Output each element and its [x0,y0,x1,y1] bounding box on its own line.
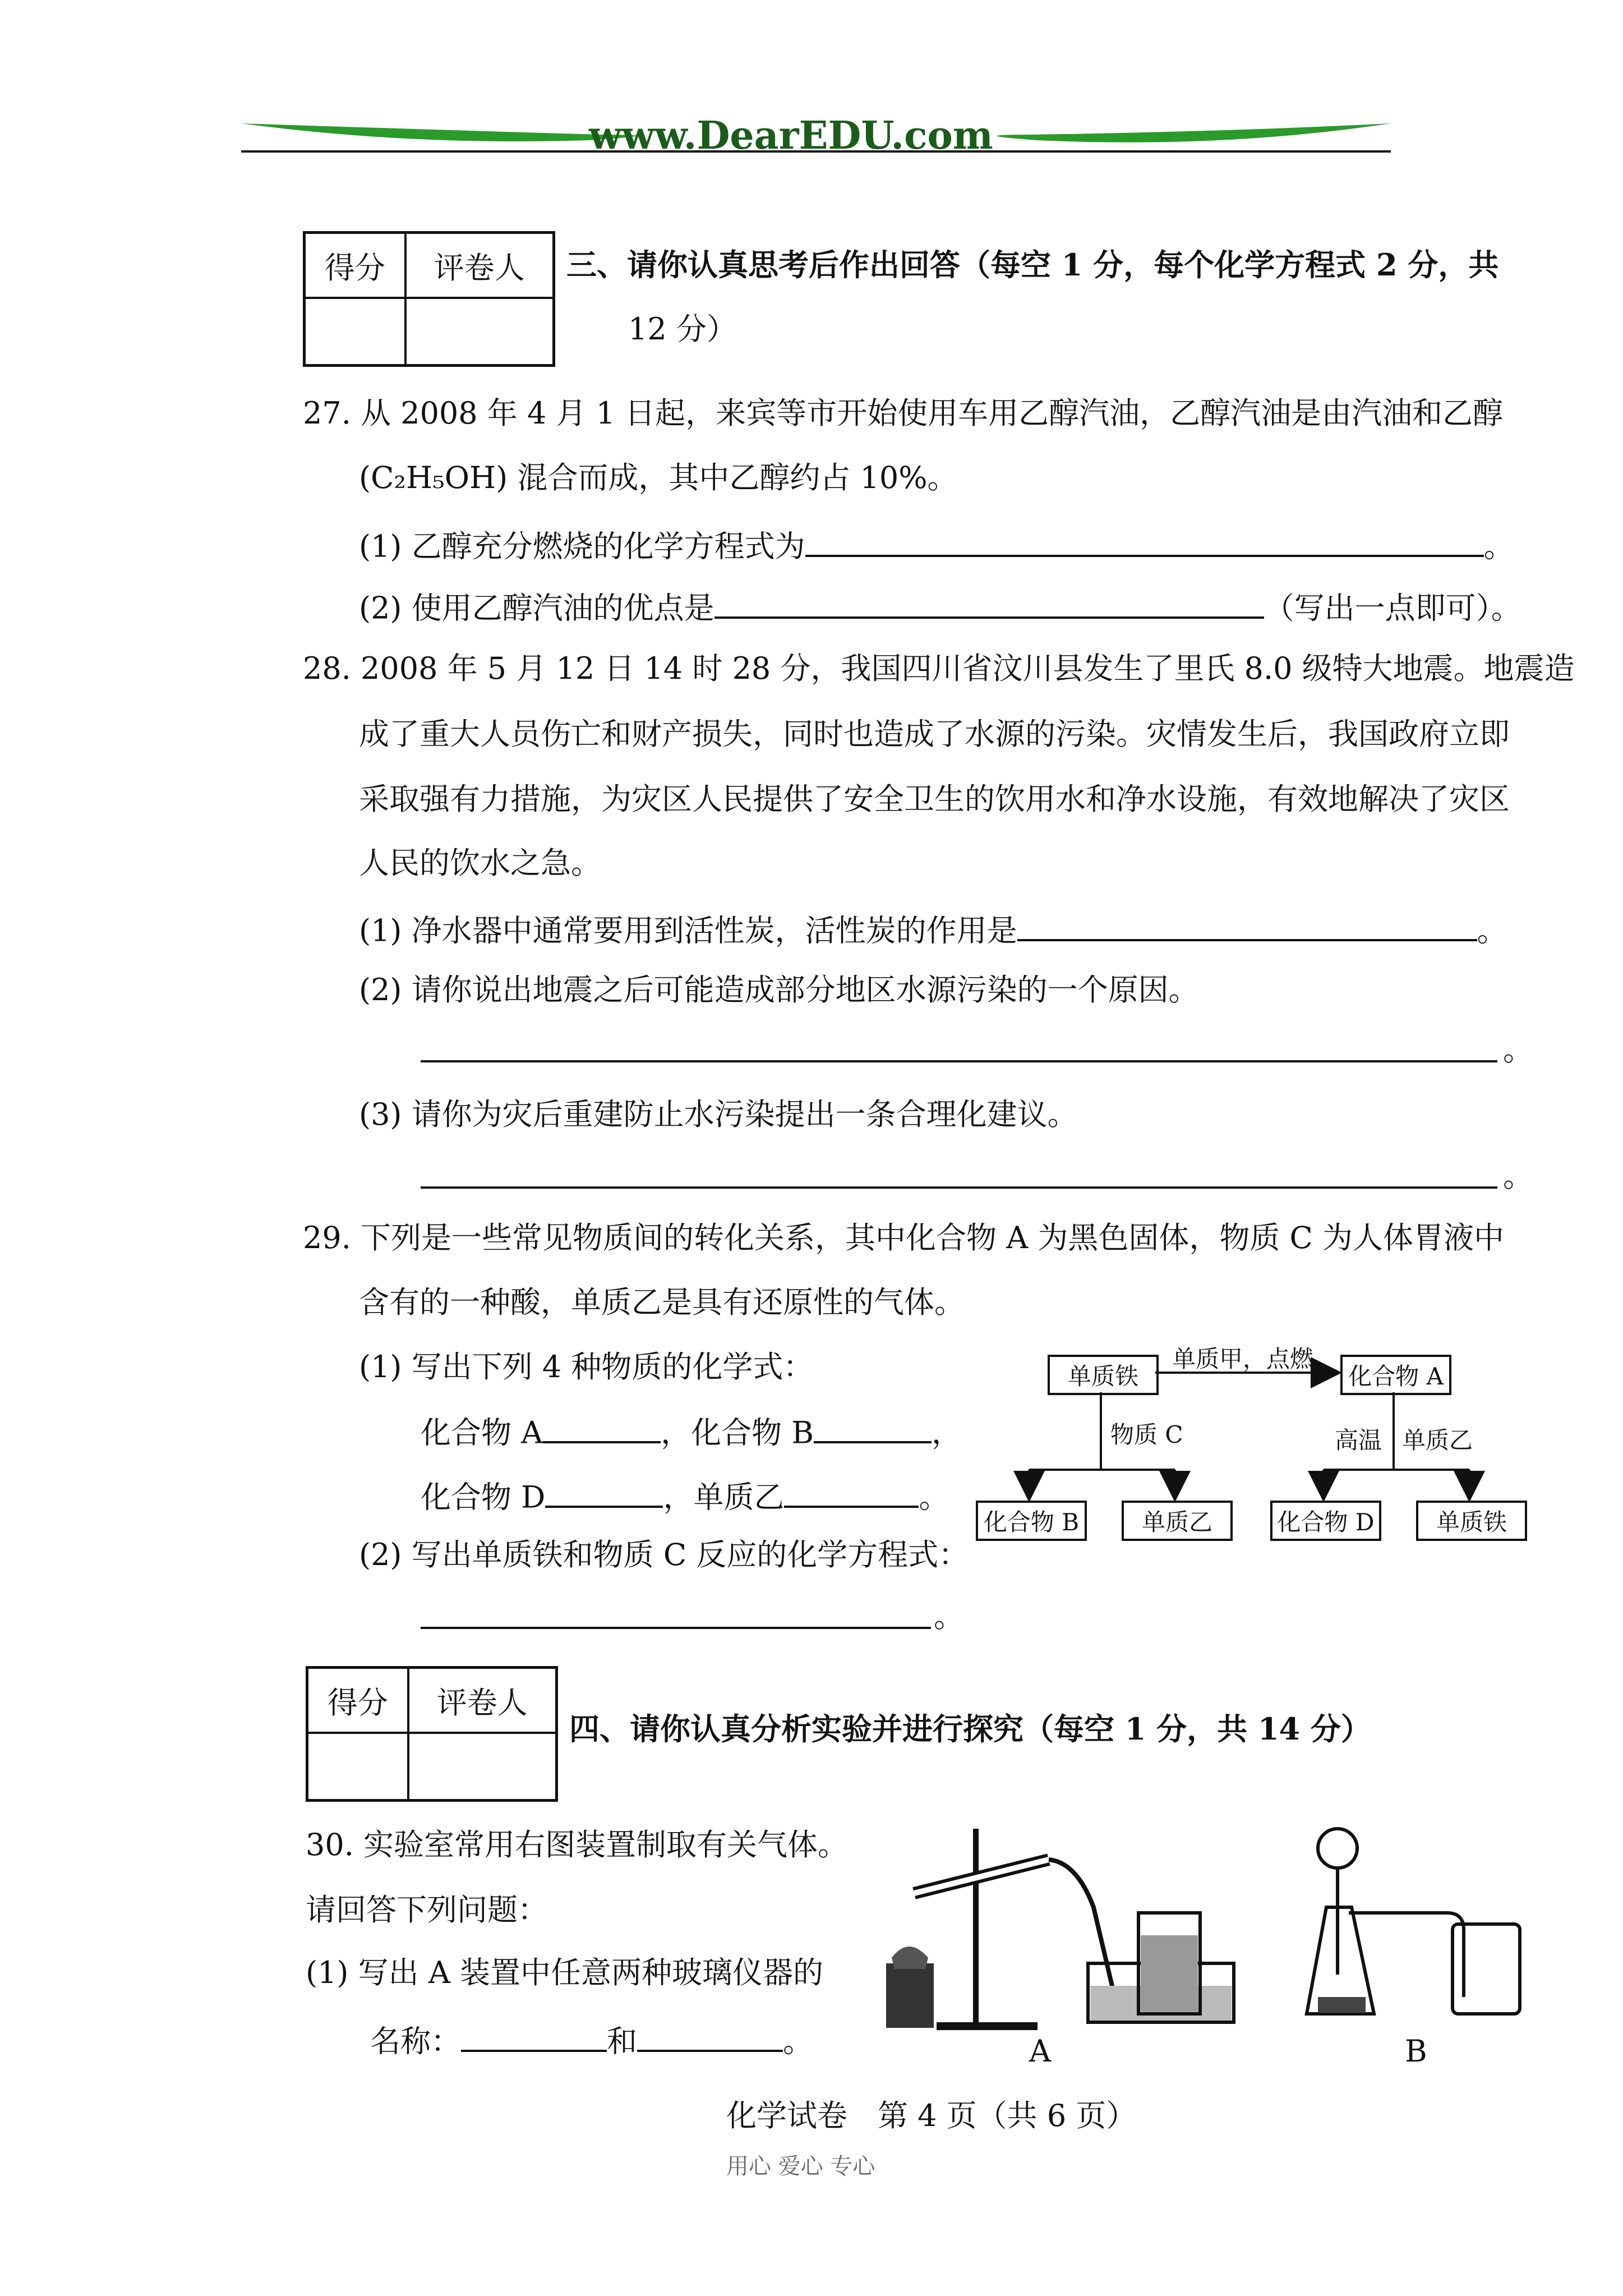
q30-line1: 30. 实验室常用右图装置制取有关气体。 [306,1827,849,1862]
q29-compound-d-label: 化合物 D [421,1479,546,1515]
q27-part2 [359,589,1521,624]
diagram-compound-d: 化合物 D [1270,1501,1381,1541]
q28-part1 [359,912,1507,949]
grader-label: 评卷人 [407,234,552,299]
apparatus-b-icon [1295,1823,1531,2036]
q30-blank-1[interactable] [461,2022,607,2052]
section3-title: 三、请你认真思考后作出回答（每空 1 分，每个化学方程式 2 分，共 [566,247,1499,283]
diagram-high-temp-label: 高温 [1335,1427,1382,1454]
q29-compound-b-label: ，化合物 B [661,1415,814,1451]
q27-part1-text: (1) 乙醇充分燃烧的化学方程式为 [359,528,805,564]
score-table-section3 [303,231,555,367]
grader-label: 评卷人 [409,1669,555,1734]
q28-line3: 采取强有力措施，为灾区人民提供了安全卫生的饮用水和净水设施，有效地解决了灾区 [359,781,1510,817]
q29-line2: 含有的一种酸，单质乙是具有还原性的气体。 [359,1285,965,1320]
score-cell [308,1734,409,1799]
q29-line1: 29. 下列是一些常见物质间的转化关系，其中化合物 A 为黑色固体，物质 C 为人体胃液中 [303,1220,1505,1255]
diagram-compound-b: 化合物 B [976,1501,1087,1541]
score-cell [306,299,407,364]
q28-part1-end: 。 [1477,913,1507,949]
q28-part2-end: 。 [1503,1032,1533,1068]
diagram-substance-c-label: 物质 C [1110,1421,1183,1448]
q30-and: 和 [607,2023,637,2059]
q29-compound-d-blank[interactable] [545,1478,663,1508]
score-table-section4 [306,1666,558,1802]
q30-part1-cont [370,2022,813,2057]
q30-period: 。 [783,2023,813,2059]
footer-slogan: 用心 爱心 专心 [726,2154,875,2179]
q27-part1 [359,527,1514,562]
q28-part3: (3) 请你为灾后重建防止水污染提出一条合理化建议。 [359,1097,1078,1132]
score-label: 得分 [306,234,407,299]
score-label: 得分 [308,1669,409,1734]
q28-line2: 成了重大人员伤亡和财产损失，同时也造成了水源的污染。灾情发生后，我国政府立即 [359,716,1510,752]
q29-part1: (1) 写出下列 4 种物质的化学式： [359,1349,814,1384]
apparatus-b-label: B [1405,2033,1427,2069]
q28-part2-blank[interactable] [421,1060,1497,1062]
q29-row-ab [421,1414,962,1451]
logo-text: www.DearEDU.com [589,113,993,158]
grader-cell [409,1734,555,1799]
q28-line1: 28. 2008 年 5 月 12 日 14 时 28 分，我国四川省汶川县发生了里氏 8.0 级特大地震。地震造 [303,651,1575,686]
q28-part1-text: (1) 净水器中通常要用到活性炭，活性炭的作用是 [359,913,1017,949]
q28-part2: (2) 请你说出地震之后可能造成部分地区水源污染的一个原因。 [359,972,1199,1007]
q29-part2-blank[interactable] [421,1627,931,1629]
section3-title-cont: 12 分） [628,311,737,347]
apparatus-a-label: A [1029,2033,1051,2069]
q29-element-b-label: ，单质乙 [663,1479,785,1515]
footer-page-info: 化学试卷 第 4 页（共 6 页） [726,2098,1137,2133]
diagram-arrow-top-label: 单质甲，点燃 [1172,1345,1314,1373]
q28-line4: 人民的饮水之急。 [359,845,601,881]
grader-cell [407,299,552,364]
diagram-iron-top: 单质铁 [1048,1355,1159,1395]
diagram-element-b: 单质乙 [1122,1501,1233,1541]
q28-part3-end: 。 [1503,1158,1533,1194]
q29-compound-a-label: 化合物 A [421,1415,543,1451]
q29-period: 。 [919,1479,949,1515]
q27-part1-end: 。 [1483,528,1514,564]
diagram-arrows-icon [970,1341,1531,1548]
q29-row-d [421,1478,949,1513]
q29-part2: (2) 写出单质铁和物质 C 反应的化学方程式： [359,1537,969,1572]
q29-reaction-diagram [970,1341,1531,1548]
diagram-element-b-arrow-label: 单质乙 [1402,1427,1473,1454]
q27-part1-blank[interactable] [805,527,1484,557]
q27-line1: 27. 从 2008 年 4 月 1 日起，来宾等市开始使用车用乙醇汽油，乙醇汽油是由汽油和乙醇 [303,395,1504,431]
header-logo [241,101,1391,168]
q29-part2-end: 。 [934,1599,964,1634]
q29-compound-b-blank[interactable] [814,1414,932,1443]
q27-part2-end: （写出一点即可）。 [1264,590,1521,626]
q27-part2-text: (2) 使用乙醇汽油的优点是 [359,590,714,626]
q30-part1: (1) 写出 A 装置中任意两种玻璃仪器的 [306,1955,823,1990]
q30-line2: 请回答下列问题： [306,1892,548,1927]
section4-title: 四、请你认真分析实验并进行探究（每空 1 分，共 14 分） [569,1711,1371,1747]
diagram-compound-a: 化合物 A [1340,1355,1451,1395]
q30-blank-2[interactable] [637,2022,783,2052]
q27-part2-blank[interactable] [714,589,1264,619]
q29-compound-a-blank[interactable] [543,1414,661,1443]
q29-comma: ， [932,1415,962,1451]
q27-line2: (C₂H₅OH) 混合而成，其中乙醇约占 10%。 [359,460,958,495]
q28-part1-blank[interactable] [1017,912,1477,941]
q28-part3-blank[interactable] [421,1186,1497,1189]
diagram-iron-bottom: 单质铁 [1416,1501,1527,1541]
q30-name-label: 名称： [370,2023,461,2059]
q29-element-b-blank[interactable] [784,1478,919,1508]
